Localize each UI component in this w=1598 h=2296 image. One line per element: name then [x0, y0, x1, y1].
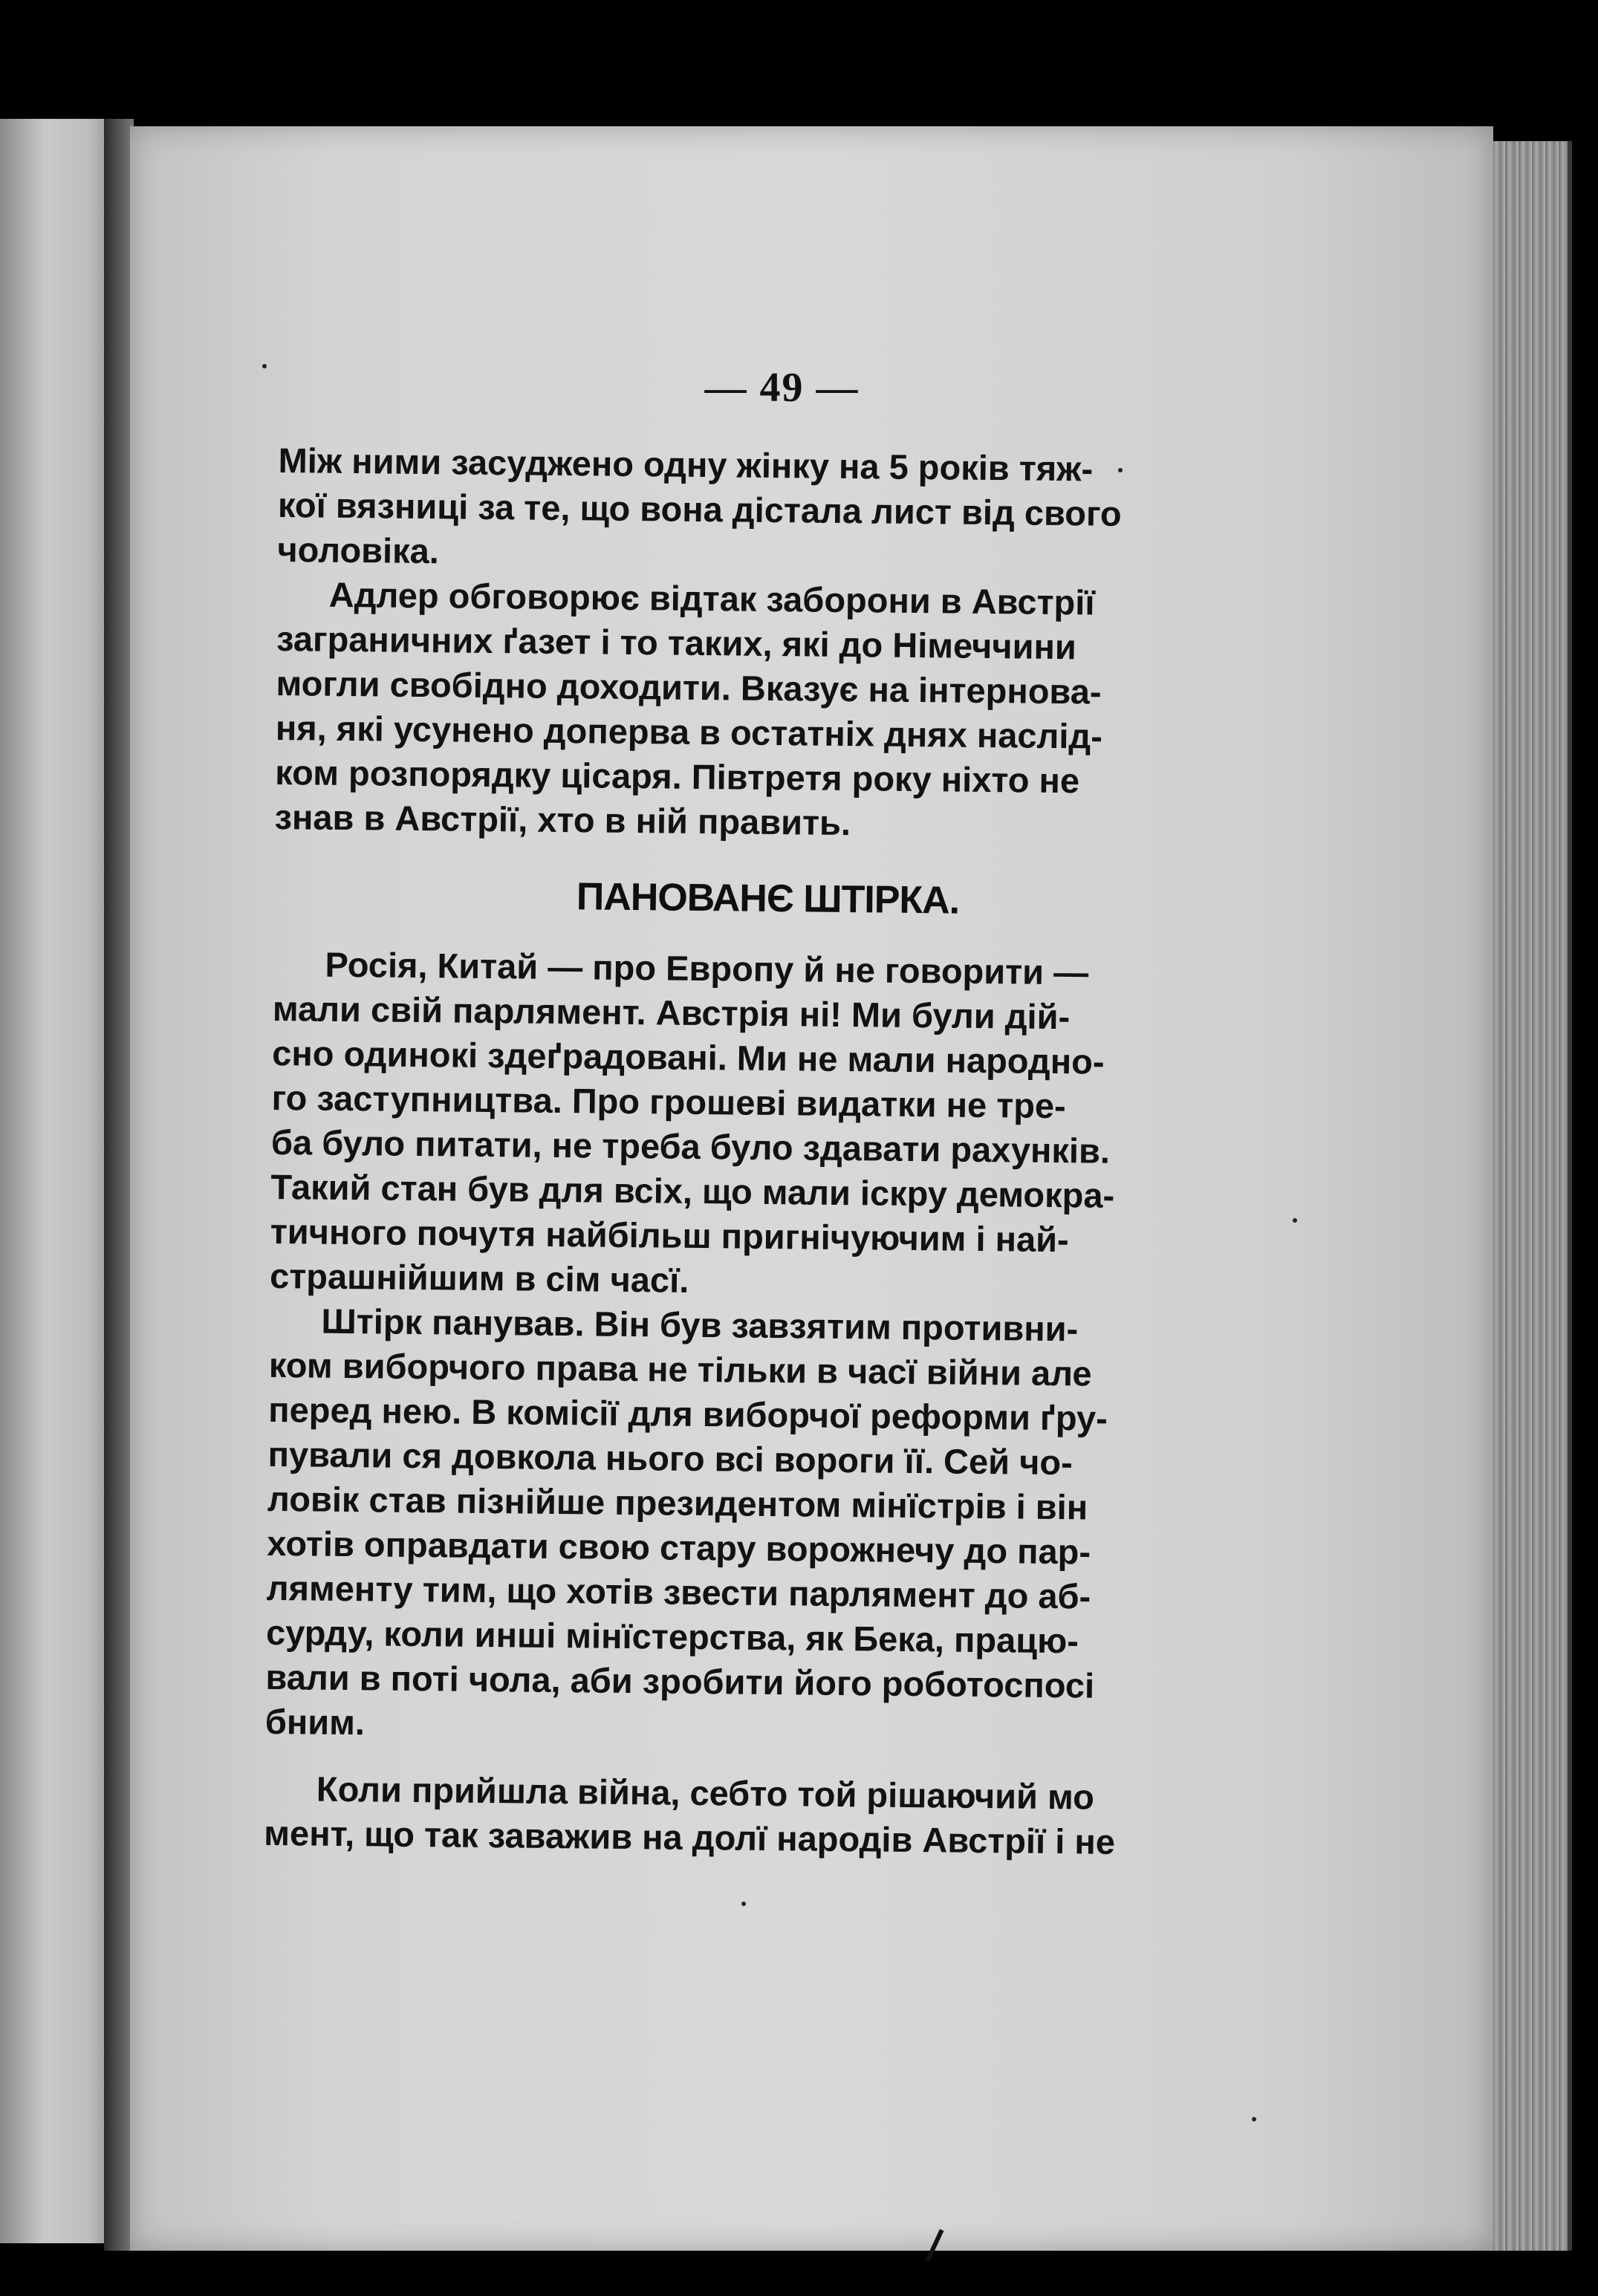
- scan-speck: [741, 1902, 746, 1906]
- book-spine: [104, 119, 134, 2251]
- book-page: [130, 126, 1493, 2251]
- scan-speck: [262, 364, 267, 368]
- paragraph: Адлер обговорює відтак заборони в Австрії заграничних ґазет і то таких, які до Німеччини могли свобідно доходити. Вказує на інтернова- ня, які усунено доперва в остатніх днях наслід- ком розпорядку цісаря. Півтретя року ніхто не знав в Австрії, хто в ній править.: [274, 574, 1103, 843]
- paragraph: Штірк панував. Він був завзятим противни- ком виборчого права не тільки в часї війни але перед нею. В комісії для виборчої реформи ґру- пували ся довкола нього всі вороги її. Сей чо- ловік став пізнійше президентом мінїстрів і він хотів оправдати свою стару ворожнечу до пар- ляменту тим, що хотів звести парлямент до аб- сурду, коли инші мінїстерства, як Бека, працю- вали в поті чола, аби зробити його роботоспосі бним.: [264, 1301, 1108, 1743]
- paragraph: Коли прийшла війна, себто той рішаючий мо мент, що так заважив на долї народів Австрії і не: [264, 1769, 1116, 1861]
- scan-speck: [1252, 2117, 1256, 2121]
- page-number: — 49 —: [704, 365, 860, 411]
- section-heading: ПАНОВАНЄ ШТІРКА.: [576, 875, 960, 923]
- scan-speck: [1118, 468, 1123, 472]
- left-page-edge: [0, 119, 111, 2243]
- paragraph: Між ними засуджено одну жінку на 5 років тяж- кої вязниці за те, що вона дістала лист від свого чоловіка.: [277, 440, 1122, 571]
- scan-scratch: [926, 2229, 944, 2262]
- scan-speck: [1293, 1218, 1297, 1223]
- paragraph: Росія, Китай — про Европу й не говорити — мали свій парлямент. Австрія ні! Ми були дій- сно одинокі здеґрадовані. Ми не мали народно- го заступництва. Про грошеві видатки не тре- ба було питати, не треба було здавати рахунків. Такий стан був для всіх, що мали іскру демокра- тичного почутя найбільш пригнічуючим і най- страшнійшим в сім часї.: [269, 944, 1115, 1300]
- page-text: [264, 438, 1267, 1866]
